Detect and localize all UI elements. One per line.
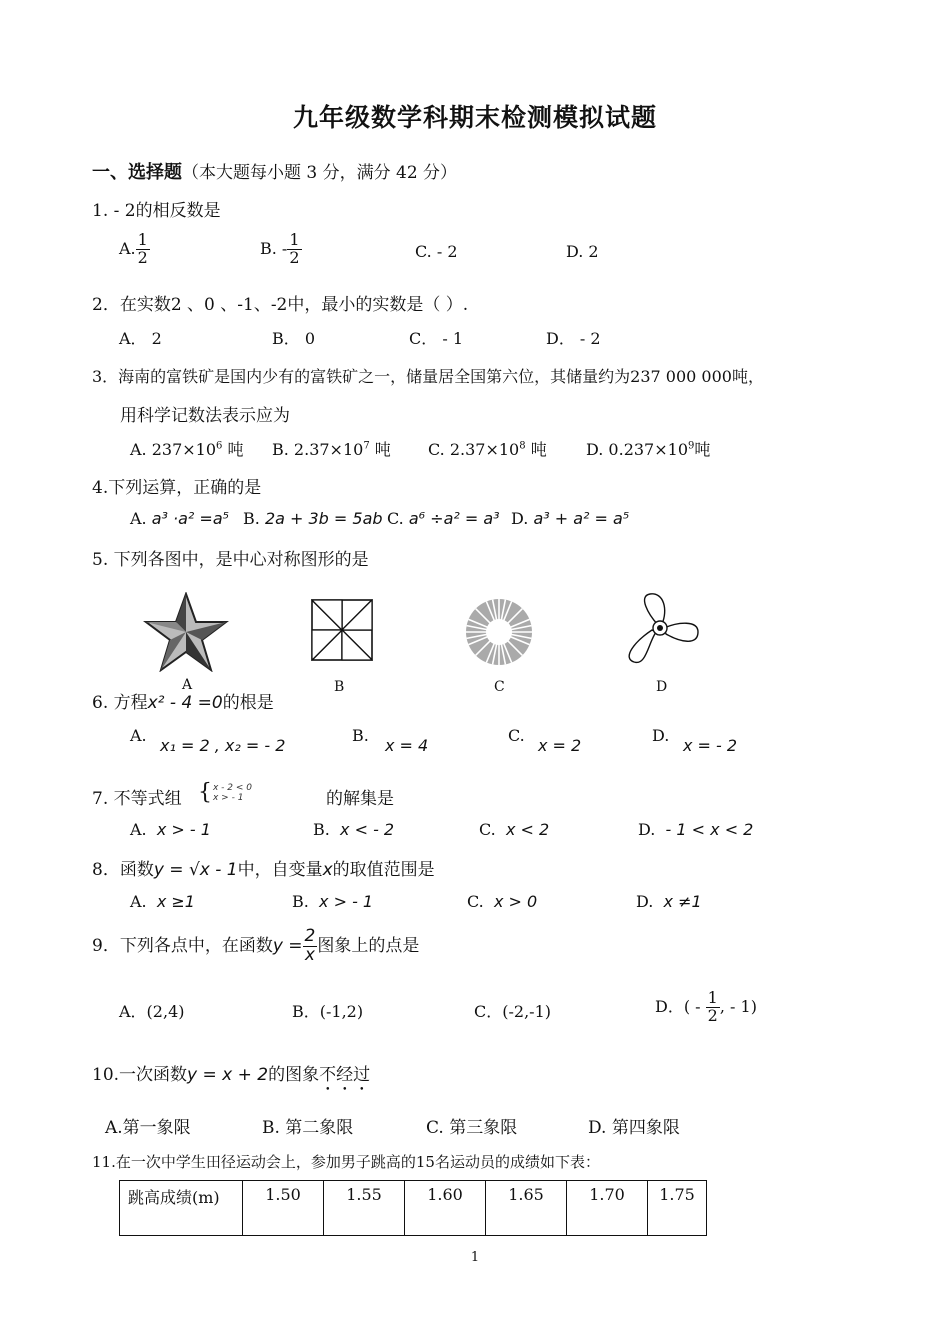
question-3-stem: 3．海南的富铁矿是国内少有的富铁矿之一，储量居全国第六位，其储量约为237 000 000吨， <box>92 367 764 386</box>
question-3-option-b: B. $2.37\times 10^7$ 吨 <box>272 440 391 459</box>
question-3-option-c: C. $2.37\times 10^8$ 吨 <box>428 440 547 459</box>
question-10-option-b: B. 第二象限 <box>262 1118 354 1138</box>
question-4-stem: 4.下列运算，正确的是 <box>92 478 262 498</box>
question-9-option-b: B．(-1,2) <box>292 1002 364 1021</box>
table-cell: 1.65 <box>486 1181 567 1236</box>
table-cell: 1.70 <box>567 1181 648 1236</box>
question-7-system: x - 2 < 0 x > - 1 <box>213 783 253 803</box>
question-9-option-a: A．(2,4) <box>119 1002 185 1021</box>
question-7-stem-post: 的解集是 <box>326 789 394 809</box>
jump-results-table <box>119 1180 707 1236</box>
question-10-option-c: C. 第三象限 <box>426 1118 518 1138</box>
question-1-option-c: C. - 2 <box>415 242 458 261</box>
question-8-stem: 8．函数y = √x - 1中，自变量x的取值范围是 <box>92 860 435 880</box>
question-9-option-d: D．( - $\frac{1}{2}$ , - 1) <box>655 988 757 1025</box>
table-cell: 1.55 <box>324 1181 405 1236</box>
question-4-option-a: A. a³ ·a² =a⁵ <box>130 509 230 528</box>
question-6-option-a-label: A. <box>130 726 147 745</box>
question-9-option-c: C．(-2,-1) <box>474 1002 551 1021</box>
question-1-option-d: D. 2 <box>566 242 599 261</box>
figure-c-label: C <box>494 679 505 695</box>
question-1-option-b: B. - $\frac{1}{2}$ <box>260 230 300 267</box>
question-6-option-b-label: B. <box>352 726 369 745</box>
question-11-stem: 11.在一次中学生田径运动会上，参加男子跳高的15名运动员的成绩如下表： <box>92 1153 600 1171</box>
page-number: 1 <box>470 1250 480 1265</box>
question-3-option-a: A. $237\times 10^6$ 吨 <box>130 440 244 459</box>
question-7-option-b: B. x < - 2 <box>313 820 395 839</box>
question-7-stem-pre: 7. 不等式组 <box>92 789 182 809</box>
question-6-option-c: x = 2 <box>538 736 582 755</box>
table-cell: 1.50 <box>243 1181 324 1236</box>
question-2-stem: 2．在实数2 、0 、-1、-2中，最小的实数是（ ）. <box>92 295 469 315</box>
question-1-option-a: A. $\frac{1}{2}$ <box>119 230 148 267</box>
question-2-option-c: C． - 1 <box>409 329 464 348</box>
question-6-option-d-label: D. <box>652 726 670 745</box>
figure-d-fan <box>620 592 700 668</box>
figure-b-label: B <box>334 679 345 695</box>
question-7-option-a: A. x > - 1 <box>130 820 211 839</box>
question-8-option-d: D. x ≠1 <box>636 892 702 911</box>
question-2-option-b: B． 0 <box>272 329 316 348</box>
question-6-option-d: x = - 2 <box>683 736 738 755</box>
question-6-option-c-label: C. <box>508 726 525 745</box>
question-7-option-d: D. - 1 < x < 2 <box>638 820 754 839</box>
question-3-stem-line2: 用科学记数法表示应为 <box>120 406 290 426</box>
question-6-option-a: x₁ = 2 , x₂ = - 2 <box>160 736 286 755</box>
table-header-cell: 跳高成绩(m) <box>120 1181 243 1236</box>
question-2-option-a: A． 2 <box>119 329 162 348</box>
table-row <box>120 1181 707 1236</box>
table-cell: 1.60 <box>405 1181 486 1236</box>
question-4-option-c: C. a⁶ ÷a² = a³ <box>387 509 500 528</box>
question-10-option-a: A.第一象限 <box>105 1118 191 1138</box>
question-6-option-b: x = 4 <box>385 736 429 755</box>
figure-a-star <box>143 592 229 672</box>
question-9-stem: 9．下列各点中，在函数y = $\frac{2}{x}$ 图象上的点是 <box>92 926 420 965</box>
figure-d-label: D <box>656 679 668 695</box>
question-10-option-d: D. 第四象限 <box>588 1118 680 1138</box>
figure-b-pinwheel <box>311 599 373 661</box>
question-7-option-c: C. x < 2 <box>479 820 550 839</box>
question-2-option-d: D． - 2 <box>546 329 601 348</box>
section-heading: 一、选择题（本大题每小题 3 分，满分 42 分） <box>92 162 458 183</box>
question-3-option-d: D. $0.237\times 10^9$吨 <box>586 440 711 459</box>
question-8-option-b: B. x > - 1 <box>292 892 374 911</box>
question-6-stem: 6. 方程x² - 4 =0的根是 <box>92 693 274 713</box>
question-8-option-c: C. x > 0 <box>467 892 538 911</box>
page-title: 九年级数学科期末检测模拟试题 <box>292 103 657 132</box>
question-7-brace: { <box>198 780 212 805</box>
table-cell: 1.75 <box>648 1181 707 1236</box>
question-4-option-b: B. 2a + 3b = 5ab <box>243 509 383 528</box>
figure-c-radial-disk <box>465 598 533 666</box>
figure-a-label: A <box>182 677 193 693</box>
question-10-stem: 10.一次函数y = x + 2的图象不经过 <box>92 1065 371 1085</box>
question-5-stem: 5. 下列各图中，是中心对称图形的是 <box>92 550 369 570</box>
question-4-option-d: D. a³ + a² = a⁵ <box>511 509 630 528</box>
question-1-stem: 1. - 2的相反数是 <box>92 201 221 221</box>
question-8-option-a: A. x ≥1 <box>130 892 195 911</box>
